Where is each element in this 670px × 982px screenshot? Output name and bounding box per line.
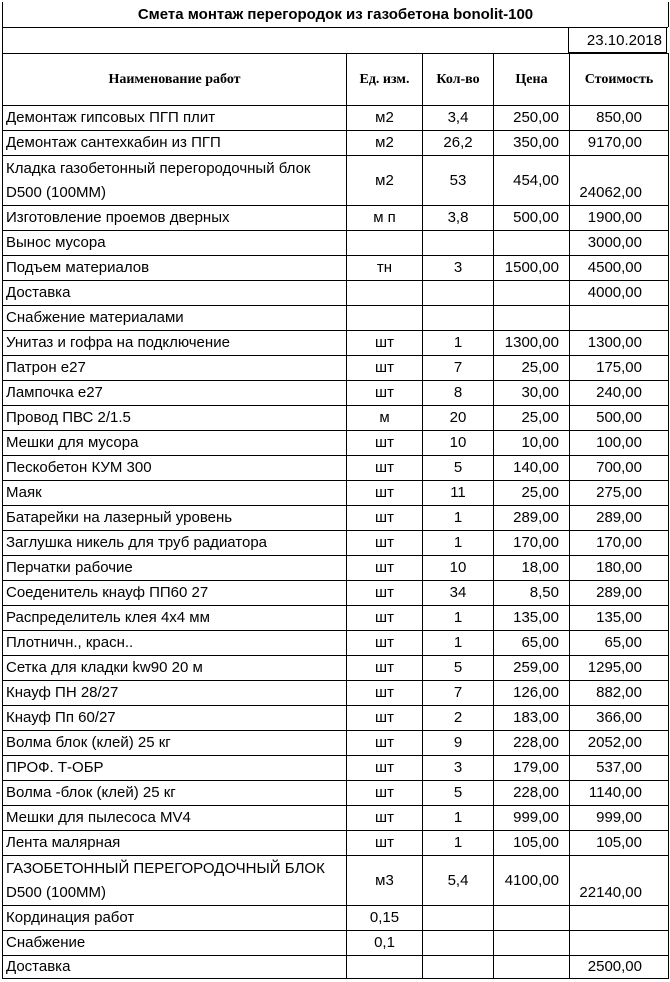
cell-cost: 537,00	[570, 756, 669, 781]
header-name: Наименование работ	[3, 54, 347, 106]
cell-price: 183,00	[494, 706, 570, 731]
cell-price: 179,00	[494, 756, 570, 781]
cell-cost: 1300,00	[570, 331, 669, 356]
cell-cost	[570, 306, 669, 331]
cell-price: 18,00	[494, 556, 570, 581]
cell-qty: 3	[423, 256, 494, 281]
cell-qty: 1	[423, 506, 494, 531]
cell-price: 1500,00	[494, 256, 570, 281]
cell-qty: 10	[423, 431, 494, 456]
cell-name: Унитаз и гофра на подключение	[3, 331, 347, 356]
cell-cost: 4500,00	[570, 256, 669, 281]
cell-cost: 9170,00	[570, 131, 669, 156]
cell-name: Кординация работ	[3, 906, 347, 931]
cell-price: 25,00	[494, 481, 570, 506]
cell-unit: 0,1	[347, 931, 423, 956]
cell-qty: 53	[423, 156, 494, 206]
cell-name: ПРОФ. Т-ОБР	[3, 756, 347, 781]
cell-qty: 11	[423, 481, 494, 506]
cell-cost: 289,00	[570, 581, 669, 606]
cell-qty: 1	[423, 331, 494, 356]
cell-unit: шт	[347, 506, 423, 531]
cell-name: Демонтаж сантехкабин из ПГП	[3, 131, 347, 156]
date-row-left-border	[2, 27, 3, 54]
cell-name: Демонтаж гипсовых ПГП плит	[3, 106, 347, 131]
cell-name: Доставка	[3, 281, 347, 306]
table-row	[3, 606, 669, 631]
cell-price: 259,00	[494, 656, 570, 681]
table-row	[3, 256, 669, 281]
cell-unit: шт	[347, 531, 423, 556]
cell-qty: 1	[423, 606, 494, 631]
table-row	[3, 381, 669, 406]
cell-price	[494, 956, 570, 979]
cell-price: 350,00	[494, 131, 570, 156]
cell-qty: 10	[423, 556, 494, 581]
table-row	[3, 856, 669, 906]
cell-qty: 5	[423, 456, 494, 481]
table-header-row	[3, 54, 669, 106]
cell-price	[494, 281, 570, 306]
cell-unit: шт	[347, 356, 423, 381]
cell-cost: 500,00	[570, 406, 669, 431]
table-row	[3, 706, 669, 731]
cell-unit: шт	[347, 331, 423, 356]
cell-unit: шт	[347, 806, 423, 831]
cell-cost: 24062,00	[570, 156, 669, 206]
cell-qty: 9	[423, 731, 494, 756]
cell-qty: 5	[423, 781, 494, 806]
cell-unit: м3	[347, 856, 423, 906]
cell-qty	[423, 281, 494, 306]
cell-name: Батарейки на лазерный уровень	[3, 506, 347, 531]
cell-unit	[347, 956, 423, 979]
table-row	[3, 131, 669, 156]
table-row	[3, 306, 669, 331]
table-row	[3, 756, 669, 781]
table-row	[3, 906, 669, 931]
cell-name: Плотничн., красн..	[3, 631, 347, 656]
cell-cost: 999,00	[570, 806, 669, 831]
cell-unit: м2	[347, 131, 423, 156]
cell-qty	[423, 231, 494, 256]
cell-unit: шт	[347, 381, 423, 406]
cell-cost: 175,00	[570, 356, 669, 381]
cell-name: Кнауф Пп 60/27	[3, 706, 347, 731]
cell-unit: шт	[347, 656, 423, 681]
cell-name: Волма -блок (клей) 25 кг	[3, 781, 347, 806]
cell-name: Волма блок (клей) 25 кг	[3, 731, 347, 756]
cell-price: 228,00	[494, 781, 570, 806]
table-row	[3, 556, 669, 581]
cell-unit	[347, 281, 423, 306]
cell-cost: 105,00	[570, 831, 669, 856]
cell-name: Вынос мусора	[3, 231, 347, 256]
cell-name: Лампочка е27	[3, 381, 347, 406]
cell-name: Кнауф ПН 28/27	[3, 681, 347, 706]
cell-price: 999,00	[494, 806, 570, 831]
cell-price: 126,00	[494, 681, 570, 706]
table-row	[3, 506, 669, 531]
cell-cost: 22140,00	[570, 856, 669, 906]
table-row	[3, 156, 669, 206]
cell-cost: 100,00	[570, 431, 669, 456]
cell-unit: м2	[347, 156, 423, 206]
table-row	[3, 331, 669, 356]
cell-price	[494, 931, 570, 956]
cell-cost: 65,00	[570, 631, 669, 656]
cell-price: 105,00	[494, 831, 570, 856]
cell-cost: 1295,00	[570, 656, 669, 681]
cell-name: Подъем материалов	[3, 256, 347, 281]
cell-cost: 882,00	[570, 681, 669, 706]
cell-qty	[423, 306, 494, 331]
cell-price: 30,00	[494, 381, 570, 406]
cell-cost: 240,00	[570, 381, 669, 406]
table-row	[3, 456, 669, 481]
table-row	[3, 406, 669, 431]
table-row	[3, 531, 669, 556]
cell-qty: 34	[423, 581, 494, 606]
document-title: Смета монтаж перегородок из газобетона bonolit-100	[2, 2, 669, 27]
cell-price: 8,50	[494, 581, 570, 606]
table-row	[3, 631, 669, 656]
table-row	[3, 231, 669, 256]
cell-unit: шт	[347, 756, 423, 781]
header-unit: Ед. изм.	[347, 54, 423, 106]
cell-unit: шт	[347, 731, 423, 756]
cell-cost: 1140,00	[570, 781, 669, 806]
cell-price: 25,00	[494, 356, 570, 381]
cell-price	[494, 906, 570, 931]
cell-unit	[347, 306, 423, 331]
table-row	[3, 956, 669, 979]
cell-cost: 180,00	[570, 556, 669, 581]
cell-qty: 3,8	[423, 206, 494, 231]
cell-unit: шт	[347, 781, 423, 806]
cell-cost: 4000,00	[570, 281, 669, 306]
cell-cost: 2500,00	[570, 956, 669, 979]
cell-unit: шт	[347, 431, 423, 456]
cell-unit: шт	[347, 631, 423, 656]
cell-cost: 135,00	[570, 606, 669, 631]
cell-price: 289,00	[494, 506, 570, 531]
cell-unit: шт	[347, 481, 423, 506]
table-row	[3, 681, 669, 706]
cell-cost: 275,00	[570, 481, 669, 506]
cell-price: 4100,00	[494, 856, 570, 906]
cell-name: Провод ПВС 2/1.5	[3, 406, 347, 431]
cell-qty: 1	[423, 531, 494, 556]
cell-cost: 2052,00	[570, 731, 669, 756]
cell-cost: 366,00	[570, 706, 669, 731]
cell-cost: 700,00	[570, 456, 669, 481]
cell-qty	[423, 906, 494, 931]
cell-unit: шт	[347, 606, 423, 631]
header-cost: Стоимость	[570, 54, 669, 106]
cell-name: Кладка газобетонный перегородочный блок D500 (100ММ)	[3, 156, 347, 206]
table-row	[3, 431, 669, 456]
cell-qty: 3,4	[423, 106, 494, 131]
table-row	[3, 656, 669, 681]
table-row	[3, 581, 669, 606]
table-row	[3, 806, 669, 831]
cell-qty: 1	[423, 831, 494, 856]
cell-cost: 170,00	[570, 531, 669, 556]
cell-unit: шт	[347, 706, 423, 731]
cell-name: Изготовление проемов дверных	[3, 206, 347, 231]
cell-name: Мешки для мусора	[3, 431, 347, 456]
cell-unit: м	[347, 406, 423, 431]
cell-name: Лента малярная	[3, 831, 347, 856]
cell-price: 140,00	[494, 456, 570, 481]
cell-unit: 0,15	[347, 906, 423, 931]
cell-unit: шт	[347, 831, 423, 856]
cell-name: ГАЗОБЕТОННЫЙ ПЕРЕГОРОДОЧНЫЙ БЛОК D500 (100ММ)	[3, 856, 347, 906]
cell-unit	[347, 231, 423, 256]
cell-qty: 5,4	[423, 856, 494, 906]
cell-name: Мешки для пылесоса MV4	[3, 806, 347, 831]
cell-unit: м п	[347, 206, 423, 231]
cell-name: Маяк	[3, 481, 347, 506]
table-row	[3, 731, 669, 756]
cell-name: Доставка	[3, 956, 347, 979]
table-row	[3, 206, 669, 231]
cell-name: Распределитель клея 4х4 мм	[3, 606, 347, 631]
cell-price: 454,00	[494, 156, 570, 206]
cell-qty: 20	[423, 406, 494, 431]
cell-name: Сетка для кладки kw90 20 м	[3, 656, 347, 681]
cell-price	[494, 306, 570, 331]
cell-price: 170,00	[494, 531, 570, 556]
cell-cost: 850,00	[570, 106, 669, 131]
estimate-table	[2, 53, 669, 979]
cell-cost	[570, 906, 669, 931]
cell-name: Перчатки рабочие	[3, 556, 347, 581]
table-body	[3, 106, 669, 979]
cell-price: 135,00	[494, 606, 570, 631]
date-row	[0, 27, 670, 54]
cell-unit: тн	[347, 256, 423, 281]
cell-qty: 1	[423, 806, 494, 831]
cell-cost: 289,00	[570, 506, 669, 531]
cell-name: Снабжение	[3, 931, 347, 956]
cell-qty: 5	[423, 656, 494, 681]
cell-price: 500,00	[494, 206, 570, 231]
table-row	[3, 781, 669, 806]
cell-qty: 26,2	[423, 131, 494, 156]
table-row	[3, 106, 669, 131]
cell-qty: 3	[423, 756, 494, 781]
cell-qty: 1	[423, 631, 494, 656]
cell-qty: 2	[423, 706, 494, 731]
cell-qty: 8	[423, 381, 494, 406]
cell-name: Соеденитель кнауф ПП60 27	[3, 581, 347, 606]
cell-qty	[423, 931, 494, 956]
cell-unit: шт	[347, 456, 423, 481]
header-qty: Кол-во	[423, 54, 494, 106]
cell-name: Патрон е27	[3, 356, 347, 381]
cell-name: Снабжение материалами	[3, 306, 347, 331]
cell-cost: 1900,00	[570, 206, 669, 231]
cell-price: 1300,00	[494, 331, 570, 356]
cell-unit: шт	[347, 581, 423, 606]
document-date: 23.10.2018	[568, 27, 667, 53]
cell-price: 65,00	[494, 631, 570, 656]
cell-unit: шт	[347, 556, 423, 581]
cell-price: 228,00	[494, 731, 570, 756]
table-row	[3, 931, 669, 956]
table-row	[3, 281, 669, 306]
cell-price: 25,00	[494, 406, 570, 431]
cell-qty: 7	[423, 356, 494, 381]
cell-price: 10,00	[494, 431, 570, 456]
cell-name: Пескобетон КУМ 300	[3, 456, 347, 481]
cell-unit: шт	[347, 681, 423, 706]
cell-cost: 3000,00	[570, 231, 669, 256]
cell-unit: м2	[347, 106, 423, 131]
cell-price: 250,00	[494, 106, 570, 131]
cell-qty	[423, 956, 494, 979]
cell-qty: 7	[423, 681, 494, 706]
table-row	[3, 831, 669, 856]
cell-name: Заглушка никель для труб радиатора	[3, 531, 347, 556]
table-row	[3, 356, 669, 381]
cell-price	[494, 231, 570, 256]
table-row	[3, 481, 669, 506]
cell-cost	[570, 931, 669, 956]
header-price: Цена	[494, 54, 570, 106]
